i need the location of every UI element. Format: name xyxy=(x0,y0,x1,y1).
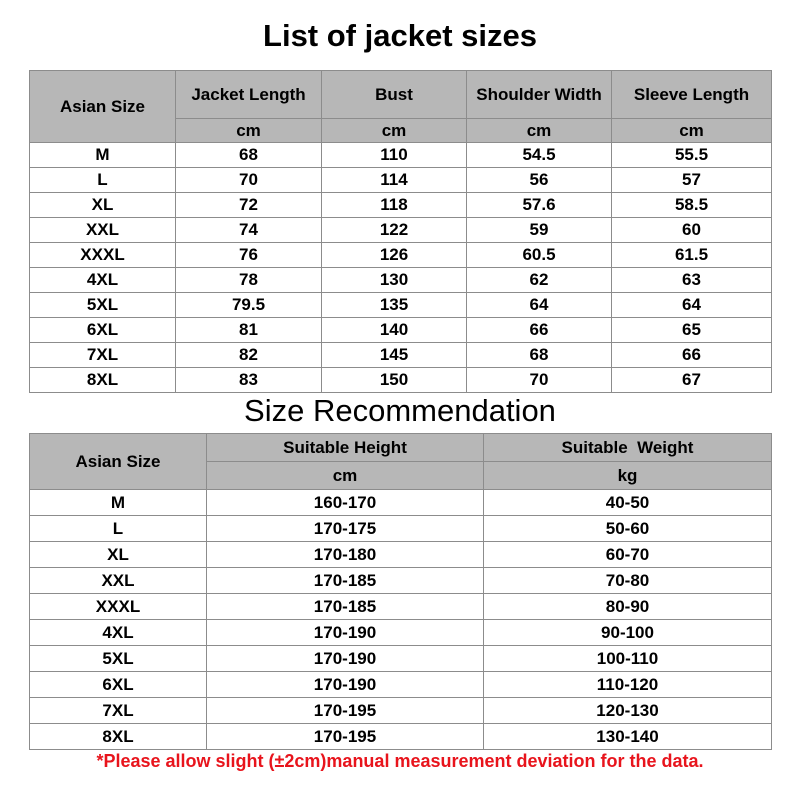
table-row xyxy=(30,646,772,672)
table-cell: 55.5 xyxy=(612,143,772,168)
table-row xyxy=(30,724,772,750)
table-cell: 54.5 xyxy=(467,143,612,168)
table-cell: 160-170 xyxy=(207,490,484,516)
table-cell: 70 xyxy=(176,168,322,193)
table-cell: 82 xyxy=(176,343,322,368)
table-row xyxy=(30,594,772,620)
table-cell: 170-190 xyxy=(207,646,484,672)
table-cell: 90-100 xyxy=(484,620,772,646)
header-bust: Bust xyxy=(322,71,467,119)
table-row xyxy=(30,516,772,542)
table-cell: 60-70 xyxy=(484,542,772,568)
table-row xyxy=(30,293,772,318)
table-cell: 65 xyxy=(612,318,772,343)
table-row xyxy=(30,698,772,724)
table-row xyxy=(30,218,772,243)
table-cell: 68 xyxy=(467,343,612,368)
table-cell: 57.6 xyxy=(467,193,612,218)
table-cell: 126 xyxy=(322,243,467,268)
table-cell: 6XL xyxy=(30,318,176,343)
table-cell: 80-90 xyxy=(484,594,772,620)
unit-cell: cm xyxy=(207,462,484,490)
page-title: List of jacket sizes xyxy=(263,18,537,53)
measurement-note: *Please allow slight (±2cm)manual measurement deviation for the data. xyxy=(96,751,704,771)
table-cell: 61.5 xyxy=(612,243,772,268)
table-cell: 40-50 xyxy=(484,490,772,516)
table-row xyxy=(30,343,772,368)
table-cell: 57 xyxy=(612,168,772,193)
table-cell: 63 xyxy=(612,268,772,293)
table-row xyxy=(30,318,772,343)
table-row xyxy=(30,368,772,393)
table-cell: 170-175 xyxy=(207,516,484,542)
table-row xyxy=(30,568,772,594)
table-cell: 83 xyxy=(176,368,322,393)
table-cell: 110 xyxy=(322,143,467,168)
table-cell: 140 xyxy=(322,318,467,343)
table-cell: 8XL xyxy=(30,368,176,393)
table-cell: L xyxy=(30,168,176,193)
table-cell: XXL xyxy=(30,568,207,594)
table-cell: 122 xyxy=(322,218,467,243)
table-cell: 81 xyxy=(176,318,322,343)
table-cell: 135 xyxy=(322,293,467,318)
header-sleeve-length: Sleeve Length xyxy=(612,71,772,119)
table-cell: 100-110 xyxy=(484,646,772,672)
table-cell: 66 xyxy=(467,318,612,343)
unit-cell: kg xyxy=(484,462,772,490)
table-cell: 50-60 xyxy=(484,516,772,542)
table-cell: XXL xyxy=(30,218,176,243)
table-row xyxy=(30,168,772,193)
header-shoulder-width: Shoulder Width xyxy=(467,71,612,119)
table-cell: 74 xyxy=(176,218,322,243)
table-cell: 66 xyxy=(612,343,772,368)
table-cell: 170-190 xyxy=(207,620,484,646)
header-suitable-height: Suitable Height xyxy=(207,434,484,462)
header-jacket-length: Jacket Length xyxy=(176,71,322,119)
table-cell: 67 xyxy=(612,368,772,393)
table-cell: 130 xyxy=(322,268,467,293)
table-cell: XXXL xyxy=(30,594,207,620)
table-cell: 6XL xyxy=(30,672,207,698)
table-cell: 130-140 xyxy=(484,724,772,750)
unit-cell: cm xyxy=(322,119,467,143)
table-row xyxy=(30,143,772,168)
table-row xyxy=(30,620,772,646)
table-row xyxy=(30,490,772,516)
table-cell: 170-185 xyxy=(207,568,484,594)
unit-cell: cm xyxy=(612,119,772,143)
table-cell: 79.5 xyxy=(176,293,322,318)
table-cell: 170-185 xyxy=(207,594,484,620)
size-recommendation-table xyxy=(29,433,772,750)
table-cell: 110-120 xyxy=(484,672,772,698)
table-cell: 72 xyxy=(176,193,322,218)
table-cell: 64 xyxy=(612,293,772,318)
unit-cell: cm xyxy=(467,119,612,143)
table-cell: M xyxy=(30,143,176,168)
table-cell: 58.5 xyxy=(612,193,772,218)
table-cell: 60.5 xyxy=(467,243,612,268)
table-row xyxy=(30,672,772,698)
table-row xyxy=(30,193,772,218)
table-cell: 170-195 xyxy=(207,724,484,750)
table-cell: 70 xyxy=(467,368,612,393)
table-cell: 4XL xyxy=(30,620,207,646)
table-cell: XL xyxy=(30,193,176,218)
header-asian-size: Asian Size xyxy=(30,71,176,143)
table-cell: XL xyxy=(30,542,207,568)
table-cell: 64 xyxy=(467,293,612,318)
table-cell: 5XL xyxy=(30,293,176,318)
table-cell: XXXL xyxy=(30,243,176,268)
header-suitable-weight: Suitable Weight xyxy=(484,434,772,462)
table-cell: 70-80 xyxy=(484,568,772,594)
table-row xyxy=(30,542,772,568)
table-cell: 68 xyxy=(176,143,322,168)
table-cell: 76 xyxy=(176,243,322,268)
table-cell: 120-130 xyxy=(484,698,772,724)
table-cell: 150 xyxy=(322,368,467,393)
table-cell: 118 xyxy=(322,193,467,218)
jacket-size-table xyxy=(29,70,772,393)
table-cell: 4XL xyxy=(30,268,176,293)
table-cell: L xyxy=(30,516,207,542)
table-cell: 56 xyxy=(467,168,612,193)
table-row xyxy=(30,268,772,293)
section-title: Size Recommendation xyxy=(244,393,556,428)
table-cell: 60 xyxy=(612,218,772,243)
table-cell: 145 xyxy=(322,343,467,368)
table-cell: 7XL xyxy=(30,343,176,368)
table-cell: 170-180 xyxy=(207,542,484,568)
table-cell: M xyxy=(30,490,207,516)
header-asian-size: Asian Size xyxy=(30,434,207,490)
table-cell: 62 xyxy=(467,268,612,293)
table-cell: 170-195 xyxy=(207,698,484,724)
table-cell: 114 xyxy=(322,168,467,193)
table-cell: 7XL xyxy=(30,698,207,724)
unit-cell: cm xyxy=(176,119,322,143)
table-cell: 78 xyxy=(176,268,322,293)
table-row xyxy=(30,243,772,268)
table-cell: 8XL xyxy=(30,724,207,750)
table-cell: 5XL xyxy=(30,646,207,672)
table-cell: 59 xyxy=(467,218,612,243)
table-cell: 170-190 xyxy=(207,672,484,698)
